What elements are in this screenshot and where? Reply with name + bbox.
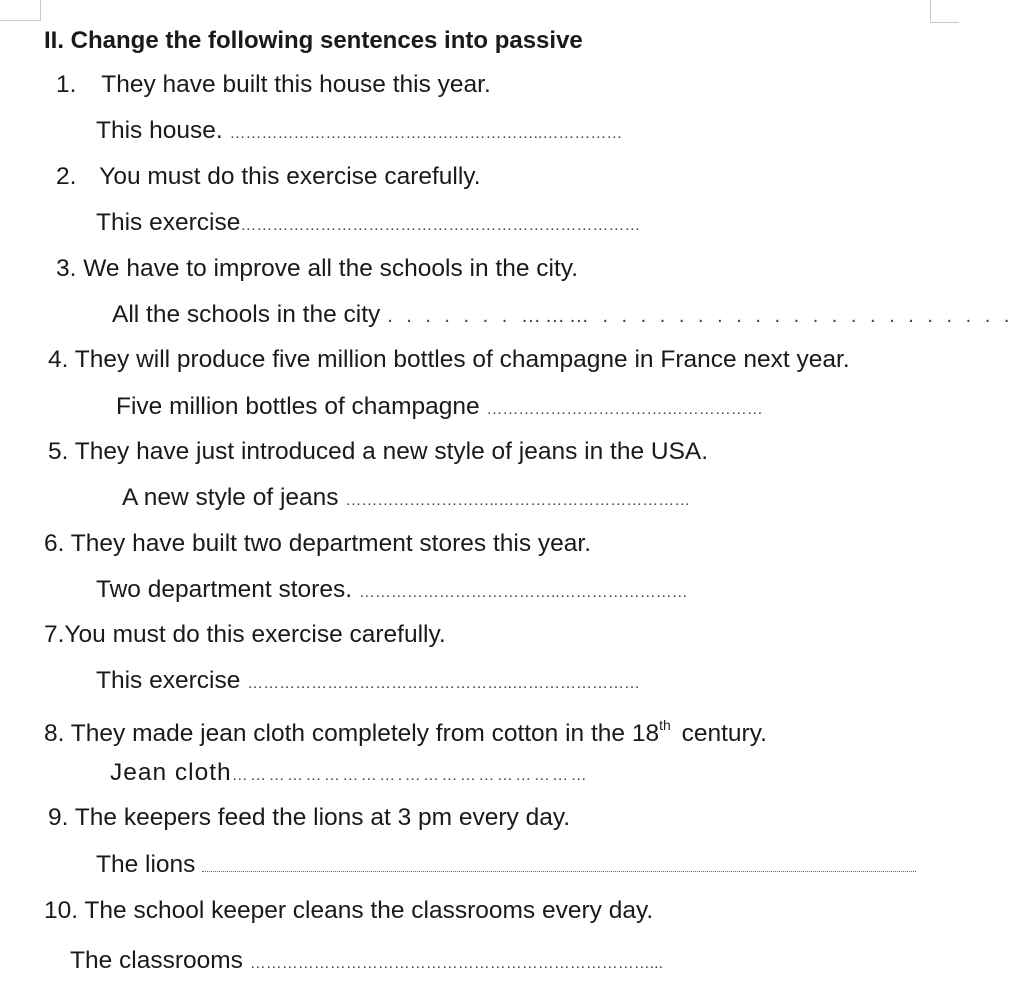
answer-6-blank[interactable]: ………………………………..…………………… bbox=[358, 584, 688, 601]
answer-2 bbox=[96, 208, 640, 241]
answer-9-start: The lions bbox=[96, 851, 196, 878]
answer-2-blank[interactable]: ………………………………………………………………… bbox=[240, 217, 641, 234]
page-corner-mark-left bbox=[0, 0, 41, 21]
answer-7 bbox=[96, 666, 640, 699]
answer-8 bbox=[110, 758, 586, 791]
question-1 bbox=[56, 70, 491, 100]
answer-1 bbox=[96, 116, 622, 149]
answer-8-start: Jean cloth bbox=[110, 759, 232, 786]
answer-1-start: This house. bbox=[96, 117, 223, 144]
answer-9-blank[interactable] bbox=[202, 853, 916, 872]
answer-4-blank[interactable]: …………………………….……………… bbox=[486, 401, 763, 418]
question-8-superscript: th bbox=[659, 717, 671, 733]
question-8-sentence: 8. They made jean cloth completely from cotton in the 18 bbox=[44, 720, 660, 748]
question-2 bbox=[56, 162, 481, 192]
question-1-number: 1. bbox=[56, 71, 77, 98]
answer-3 bbox=[112, 300, 1013, 331]
question-8 bbox=[44, 712, 767, 749]
answer-1-blank[interactable]: …………………………………………………..…………… bbox=[229, 125, 623, 142]
question-4: 4. They will produce five million bottles of champagne in France next year. bbox=[48, 346, 850, 373]
answer-8-blank[interactable]: … … … … … … … … … . … … … … … … … … … … bbox=[231, 767, 586, 784]
question-1-sentence: They have built this house this year. bbox=[101, 71, 491, 98]
question-5: 5. They have just introduced a new style of jeans in the USA. bbox=[48, 438, 709, 465]
question-8-sentence-end: century. bbox=[681, 720, 767, 748]
question-9: 9. The keepers feed the lions at 3 pm every day. bbox=[48, 804, 571, 831]
answer-5-blank[interactable]: ………………………..……………………………… bbox=[345, 492, 691, 509]
answer-4-start: Five million bottles of champagne bbox=[116, 393, 480, 420]
answer-6-start: Two department stores. bbox=[96, 576, 353, 603]
question-2-sentence: You must do this exercise carefully. bbox=[99, 163, 481, 190]
answer-10 bbox=[70, 946, 663, 979]
answer-7-blank[interactable]: …………………………………………..…………………… bbox=[247, 675, 641, 692]
answer-9 bbox=[96, 850, 916, 880]
answer-3-start: All the schools in the city bbox=[112, 301, 381, 328]
question-6: 6. They have built two department stores this year. bbox=[44, 530, 592, 557]
question-10: 10. The school keeper cleans the classrooms every day. bbox=[44, 897, 654, 924]
answer-10-blank[interactable]: …………………………………………………………………... bbox=[249, 955, 664, 972]
answer-6 bbox=[96, 575, 688, 608]
page-corner-mark-right bbox=[930, 0, 959, 23]
answer-2-start: This exercise bbox=[96, 209, 241, 236]
answer-10-start: The classrooms bbox=[70, 947, 243, 974]
answer-7-start: This exercise bbox=[96, 667, 241, 694]
question-3: 3. We have to improve all the schools in the city. bbox=[56, 255, 579, 282]
answer-4 bbox=[116, 392, 763, 425]
question-2-number: 2. bbox=[56, 163, 77, 190]
answer-3-blank[interactable]: . . . . . . . ……… . . . . . . . . . . . . . . . . . . . . . . bbox=[387, 305, 1014, 327]
answer-5-start: A new style of jeans bbox=[122, 484, 339, 511]
answer-5 bbox=[122, 483, 690, 516]
question-7: 7.You must do this exercise carefully. bbox=[44, 621, 446, 648]
section-heading: II. Change the following sentences into passive bbox=[44, 27, 583, 54]
